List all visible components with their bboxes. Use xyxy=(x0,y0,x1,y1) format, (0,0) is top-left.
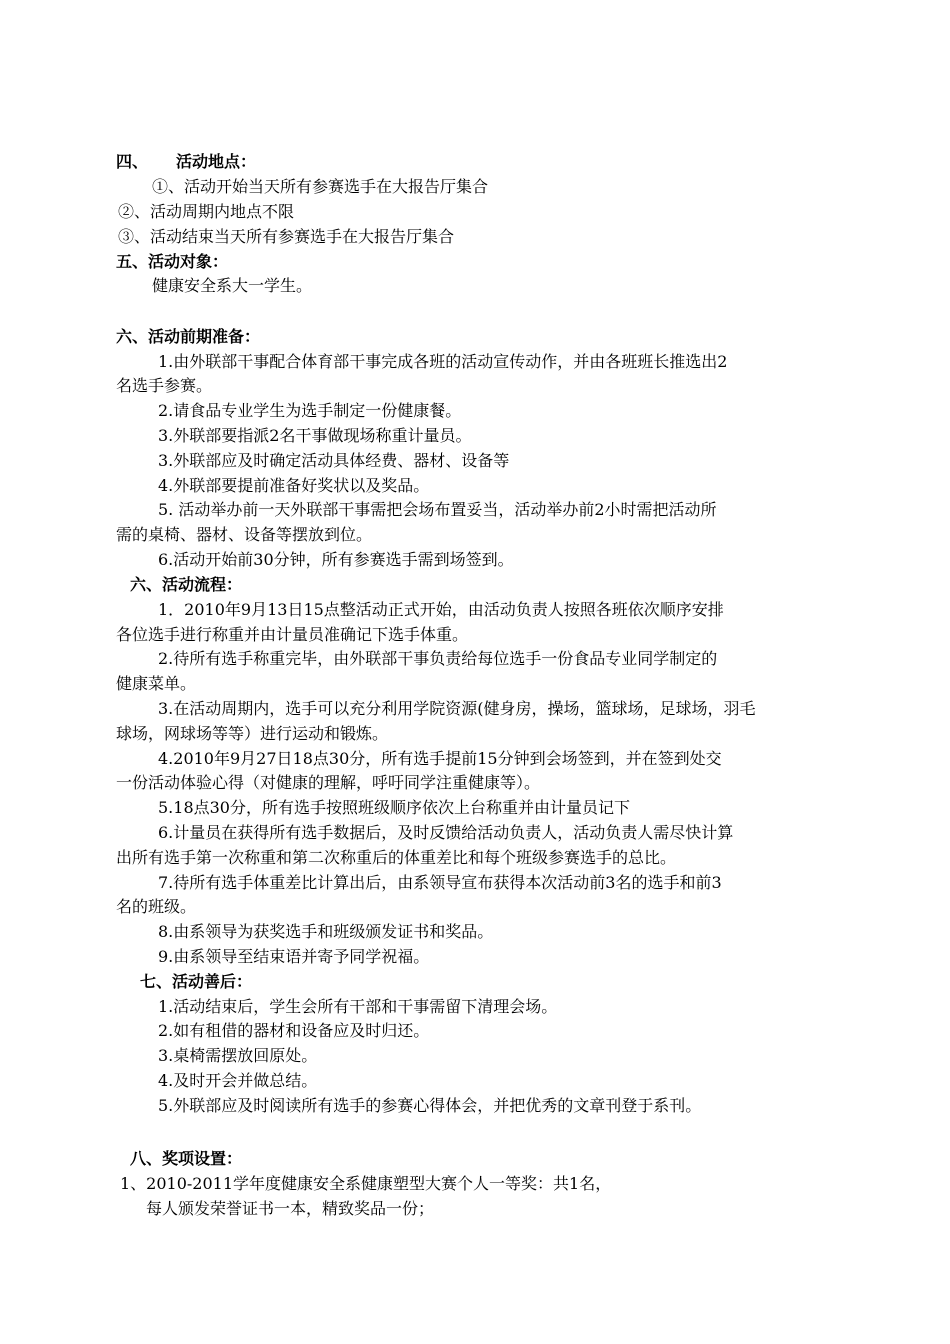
section-8-heading: 八、奖项设置： xyxy=(130,1149,243,1168)
section-4-item-2: ②、活动周期内地点不限 xyxy=(118,202,295,221)
section-6-prep-heading: 六、活动前期准备： xyxy=(116,327,261,346)
flow-line: 名的班级。 xyxy=(116,897,197,916)
prep-line: 5. 活动举办前一天外联部干事需把会场布置妥当，活动举办前2小时需把活动所 xyxy=(158,500,717,519)
prep-line: 3.外联部要指派2名干事做现场称重计量员。 xyxy=(158,426,472,445)
prep-line: 2.请食品专业学生为选手制定一份健康餐。 xyxy=(158,401,462,420)
section-4-item-3: ③、活动结束当天所有参赛选手在大报告厅集合 xyxy=(118,227,455,246)
aftermath-line: 2.如有租借的器材和设备应及时归还。 xyxy=(158,1021,430,1040)
flow-line: 各位选手进行称重并由计量员准确记下选手体重。 xyxy=(116,625,469,644)
flow-line: 9.由系领导至结束语并寄予同学祝福。 xyxy=(158,947,430,966)
flow-line: 球场，网球场等等）进行运动和锻炼。 xyxy=(116,724,389,743)
aftermath-line: 1.活动结束后，学生会所有干部和干事需留下清理会场。 xyxy=(158,997,558,1016)
prep-line: 3.外联部应及时确定活动具体经费、器材、设备等 xyxy=(158,451,510,470)
flow-line: 1．2010年9月13日15点整活动正式开始，由活动负责人按照各班依次顺序安排 xyxy=(158,600,724,619)
flow-line: 一份活动体验心得（对健康的理解，呼吁同学注重健康等）。 xyxy=(116,773,541,792)
flow-line: 出所有选手第一次称重和第二次称重后的体重差比和每个班级参赛选手的总比。 xyxy=(116,848,677,867)
section-4-item-1: ①、活动开始当天所有参赛选手在大报告厅集合 xyxy=(152,177,489,196)
prep-line: 名选手参赛。 xyxy=(116,376,213,395)
prep-line: 1.由外联部干事配合体育部干事完成各班的活动宣传动作，并由各班班长推选出2 xyxy=(158,352,728,371)
award-line: 1、2010-2011学年度健康安全系健康塑型大赛个人一等奖：共1名， xyxy=(120,1174,612,1193)
flow-line: 6.计量员在获得所有选手数据后，及时反馈给活动负责人，活动负责人需尽快计算 xyxy=(158,823,734,842)
flow-line: 2.待所有选手称重完毕，由外联部干事负责给每位选手一份食品专业同学制定的 xyxy=(158,649,718,668)
prep-line: 6.活动开始前30分钟，所有参赛选手需到场签到。 xyxy=(158,550,514,569)
flow-line: 3.在活动周期内，选手可以充分利用学院资源(健身房，操场，篮球场，足球场，羽毛 xyxy=(158,699,756,718)
prep-line: 需的桌椅、器材、设备等摆放到位。 xyxy=(116,525,373,544)
flow-line: 8.由系领导为获奖选手和班级颁发证书和奖品。 xyxy=(158,922,494,941)
section-4-title: 活动地点： xyxy=(176,152,257,171)
flow-line: 7.待所有选手体重差比计算出后，由系领导宣布获得本次活动前3名的选手和前3 xyxy=(158,873,722,892)
section-4-heading xyxy=(116,152,840,172)
flow-line: 5.18点30分，所有选手按照班级顺序依次上台称重并由计量员记下 xyxy=(158,798,630,817)
award-line: 每人颁发荣誉证书一本，精致奖品一份； xyxy=(146,1199,435,1218)
aftermath-line: 5.外联部应及时阅读所有选手的参赛心得体会，并把优秀的文章刊登于系刊。 xyxy=(158,1096,702,1115)
flow-line: 4.2010年9月27日18点30分，所有选手提前15分钟到会场签到，并在签到处交 xyxy=(158,749,722,768)
section-5-heading: 五、活动对象： xyxy=(116,252,229,271)
section-7-heading: 七、活动善后： xyxy=(140,972,253,991)
flow-line: 健康菜单。 xyxy=(116,674,197,693)
prep-line: 4.外联部要提前准备好奖状以及奖品。 xyxy=(158,476,430,495)
section-4-number: 四、 xyxy=(116,152,149,171)
section-6-flow-heading: 六、活动流程： xyxy=(130,575,243,594)
aftermath-line: 4.及时开会并做总结。 xyxy=(158,1071,318,1090)
aftermath-line: 3.桌椅需摆放回原处。 xyxy=(158,1046,318,1065)
section-5-body: 健康安全系大一学生。 xyxy=(152,276,313,295)
